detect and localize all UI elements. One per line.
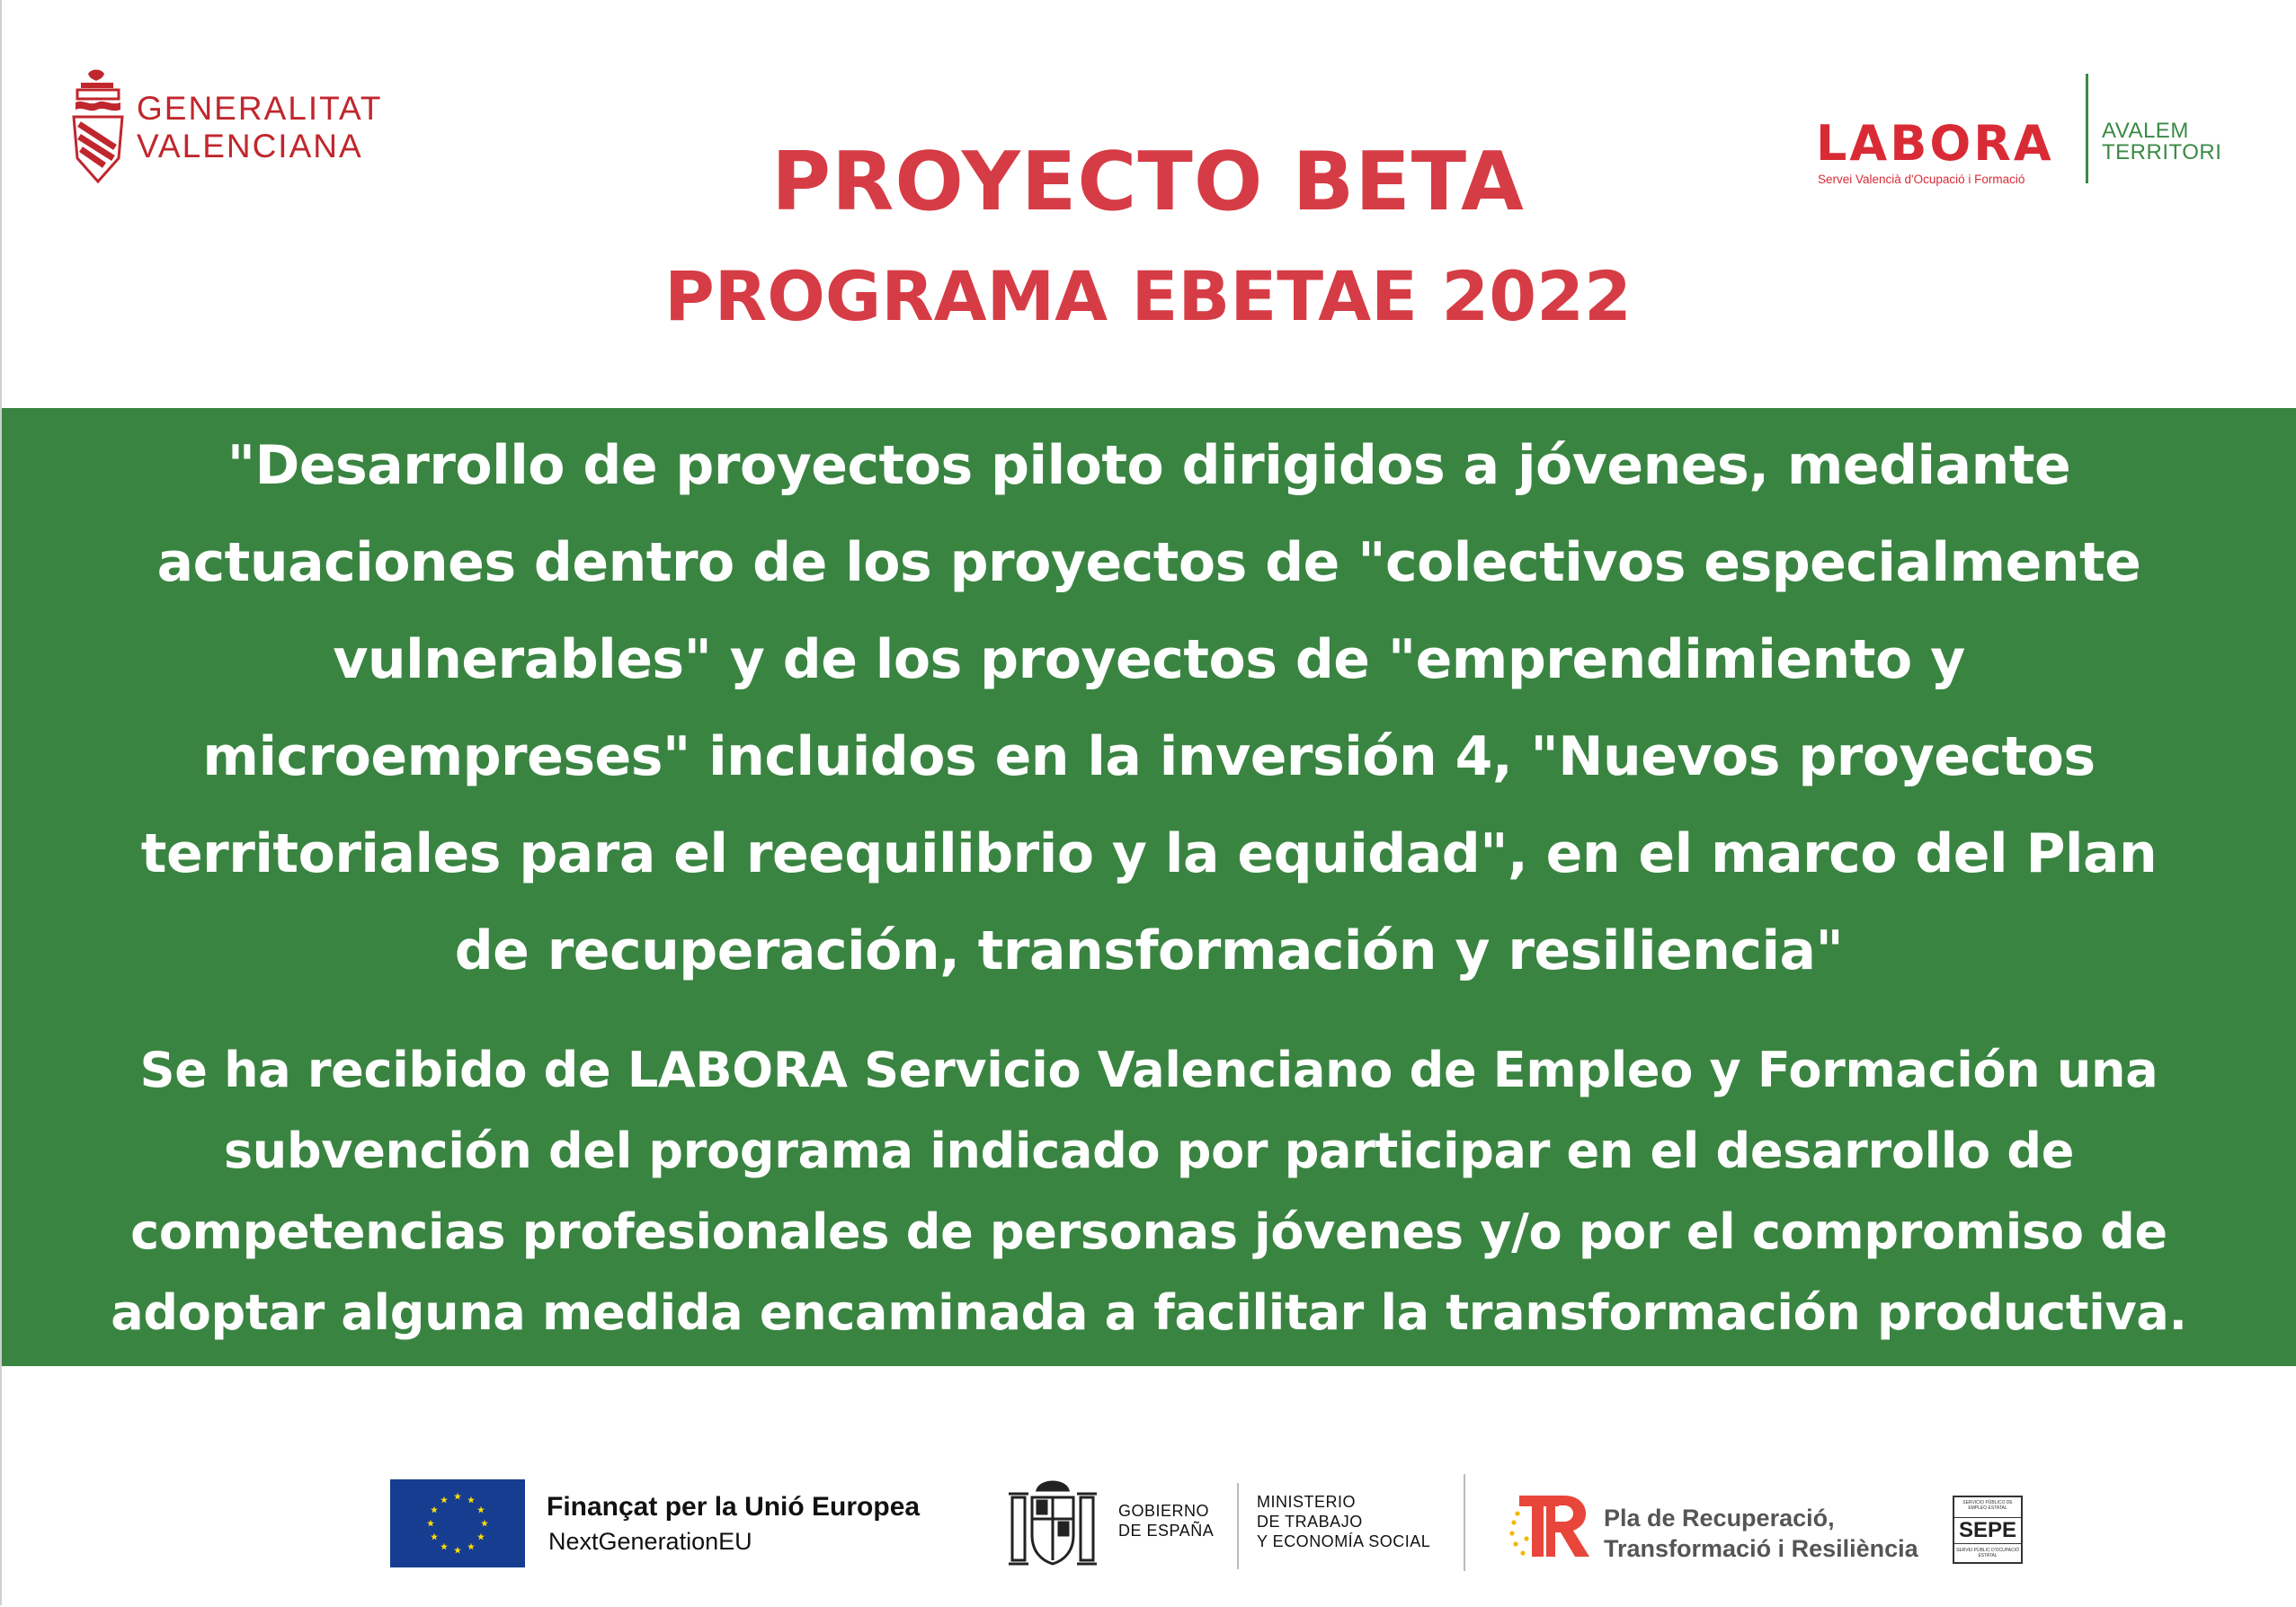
labora-slogan-line2: TERRITORI	[2102, 140, 2222, 164]
eu-star-icon	[431, 1506, 438, 1514]
quote-line: actuaciones dentro de los proyectos de "colectivos especialmente	[156, 531, 2141, 594]
spain-coat-of-arms-icon	[1003, 1474, 1102, 1575]
eu-star-icon	[454, 1547, 461, 1554]
eu-star-icon	[427, 1520, 434, 1527]
sepe-top-text: SERVICIO PÚBLICO DE EMPLEO ESTATAL	[1962, 1500, 2013, 1511]
ministerio-line1: MINISTERIO	[1257, 1493, 1357, 1511]
body-line: Se ha recibido de LABORA Servicio Valenciano de Empleo y Formación una	[139, 1042, 2158, 1098]
subsidy-statement	[2, 1030, 2296, 1354]
green-info-panel	[2, 408, 2296, 1366]
sepe-bottom-text: SERVEI PÚBLIC D'OCUPACIÓ ESTATAL	[1956, 1548, 2019, 1558]
quote-line: microempreses" incluidos en la inversión 4, "Nuevos proyectos	[202, 725, 2096, 788]
generalitat-line1: GENERALITAT	[137, 90, 383, 127]
eu-stars-icon	[390, 1479, 525, 1567]
quote-line: de recuperación, transformación y resiliencia"	[454, 919, 1844, 982]
sepe-word: SEPE	[1954, 1517, 2021, 1544]
eu-star-icon	[477, 1506, 485, 1514]
pla-line1: Pla de Recuperació,	[1604, 1505, 1835, 1532]
project-quote	[2, 417, 2296, 999]
footer-divider	[1464, 1474, 1465, 1571]
body-line: subvención del programa indicado por participar en el desarrollo de	[223, 1123, 2075, 1179]
quote-line: vulnerables" y de los proyectos de "emprendimiento y	[333, 628, 1965, 691]
eu-star-icon	[467, 1543, 475, 1550]
eu-star-icon	[477, 1533, 485, 1540]
main-title: PROYECTO BETA	[771, 135, 1525, 229]
ministerio-line2: DE TRABAJO	[1257, 1513, 1363, 1531]
quote-line: territoriales para el reequilibrio y la equidad", en el marco del Plan	[140, 822, 2158, 885]
gobierno-espana-text	[1118, 1501, 1214, 1540]
eu-star-icon	[467, 1496, 475, 1504]
body-line: competencias profesionales de personas jóvenes y/o por el compromiso de	[130, 1203, 2167, 1260]
funding-logos-footer	[0, 1465, 2296, 1582]
gobierno-line2: DE ESPAÑA	[1118, 1522, 1215, 1540]
eu-star-icon	[441, 1496, 448, 1504]
sepe-logo	[1953, 1496, 2023, 1564]
generalitat-line2: VALENCIANA	[137, 128, 363, 164]
eu-star-icon	[481, 1520, 488, 1527]
labora-name: LABORA	[1816, 115, 2054, 172]
eu-star-icon	[441, 1543, 448, 1550]
ministerio-line3: Y ECONOMÍA SOCIAL	[1257, 1532, 1431, 1550]
next-generation-text: NextGenerationEU	[548, 1528, 752, 1555]
quote-line: "Desarrollo de proyectos piloto dirigidos a jóvenes, mediante	[227, 434, 2071, 497]
eu-star-icon	[454, 1493, 461, 1500]
recovery-plan-tr-icon	[1507, 1490, 1593, 1562]
gobierno-line1: GOBIERNO	[1118, 1502, 1210, 1520]
body-line: adoptar alguna medida encaminada a facilitar la transformación productiva.	[111, 1284, 2187, 1341]
eu-funded-text: Finançat per la Unió Europea	[547, 1492, 921, 1522]
eu-flag-icon	[390, 1479, 525, 1567]
recovery-plan-text	[1604, 1503, 1918, 1564]
footer-divider	[1237, 1483, 1239, 1569]
ministerio-text	[1257, 1492, 1430, 1551]
program-title: PROGRAMA EBETAE 2022	[664, 256, 1632, 336]
labora-subtitle: Servei Valencià d'Ocupació i Formació	[1818, 173, 2025, 186]
eu-star-icon	[431, 1533, 438, 1540]
pla-line2: Transformació i Resiliència	[1604, 1535, 1918, 1562]
labora-slogan-line1: AVALEM	[2102, 119, 2189, 143]
